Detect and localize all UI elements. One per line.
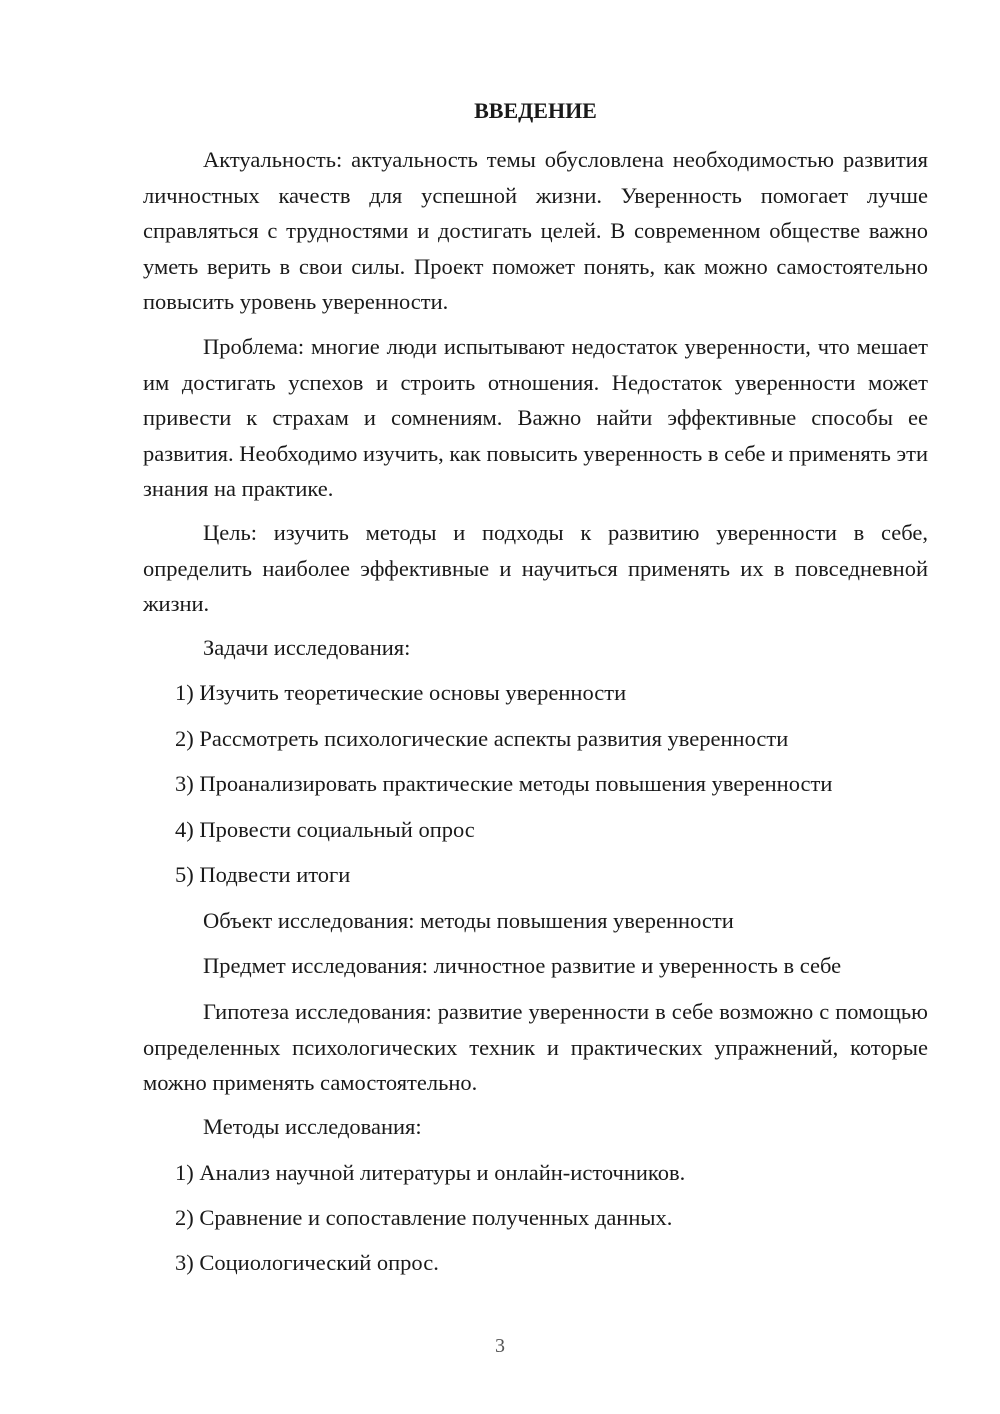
task-item: 4) Провести социальный опрос [175,817,475,842]
research-object: Объект исследования: методы повышения уверенности [203,908,734,933]
methods-heading: Методы исследования: [203,1114,422,1139]
relevance-paragraph: Актуальность: актуальность темы обусловлена необходимостью развития личностных качеств для успешной жизни. Уверенность помогает лучше справляться с трудностями и достигать целей. В современном обществе важно уметь верить в свои силы. Проект поможет понять, как можно самостоятельно повысить уровень уверенности. [143,147,928,314]
method-item: 3) Социологический опрос. [175,1250,439,1275]
task-item: 1) Изучить теоретические основы уверенности [175,680,627,705]
task-item: 2) Рассмотреть психологические аспекты развития уверенности [175,726,789,751]
research-subject: Предмет исследования: личностное развитие и уверенность в себе [203,953,842,978]
task-item: 5) Подвести итоги [175,862,351,887]
problem-paragraph: Проблема: многие люди испытывают недостаток уверенности, что мешает им достигать успехов и строить отношения. Недостаток уверенности может привести к страхам и сомнениям. Важно найти эффективные способы ее развития. Необходимо изучить, как повысить уверенность в себе и применять эти знания на практике. [143,334,928,501]
method-item: 2) Сравнение и сопоставление полученных данных. [175,1205,673,1230]
tasks-heading: Задачи исследования: [203,635,411,660]
task-item: 3) Проанализировать практические методы повышения уверенности [175,771,833,796]
page-number: 3 [495,1335,505,1357]
method-item: 1) Анализ научной литературы и онлайн-источников. [175,1160,686,1185]
section-title: ВВЕДЕНИЕ [474,98,597,123]
hypothesis-paragraph: Гипотеза исследования: развитие уверенности в себе возможно с помощью определенных психологических техник и практических упражнений, которые можно применять самостоятельно. [143,999,928,1095]
goal-paragraph: Цель: изучить методы и подходы к развитию уверенности в себе, определить наиболее эффективные и научиться применять их в повседневной жизни. [143,520,928,616]
